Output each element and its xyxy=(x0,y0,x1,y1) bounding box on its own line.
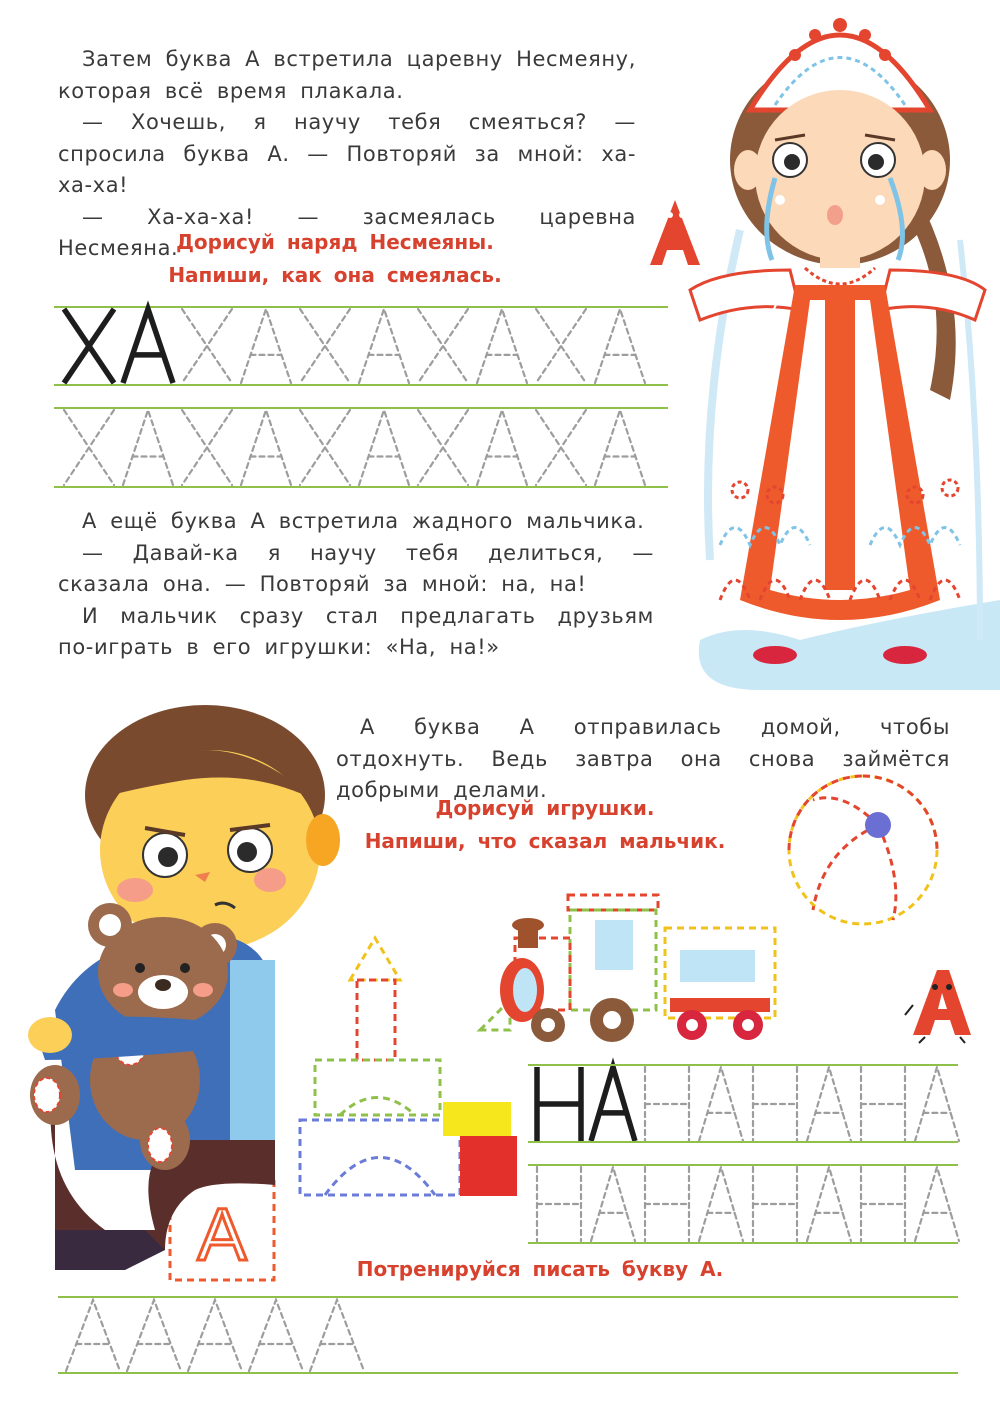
story-line: А ещё буква А встретила жадного мальчика. xyxy=(82,509,645,533)
na-row2-letter[interactable] xyxy=(591,1167,635,1241)
na-row2-letter[interactable] xyxy=(699,1167,743,1241)
xa-row1-letter[interactable] xyxy=(477,309,527,383)
xa-row2-letter[interactable] xyxy=(595,410,645,485)
task-line: Напиши, как она смеялась. xyxy=(168,263,502,287)
task-line: Дорисуй игрушки. xyxy=(435,796,655,820)
na-row1-letter[interactable] xyxy=(699,1067,743,1141)
xa-row1-letter[interactable] xyxy=(536,309,586,383)
na-row2-letter[interactable] xyxy=(753,1167,797,1241)
princess-task xyxy=(140,226,530,292)
na-row2-letter[interactable] xyxy=(807,1167,851,1241)
xa-row1-letter[interactable] xyxy=(300,309,350,383)
a-row-letter[interactable] xyxy=(188,1300,242,1371)
na-row1-letter[interactable] xyxy=(861,1067,905,1141)
na-row2-letter[interactable] xyxy=(861,1167,905,1241)
a-row-letter[interactable] xyxy=(310,1300,364,1371)
task-line: Напиши, что сказал мальчик. xyxy=(364,829,726,853)
boy-story xyxy=(58,506,654,664)
story-line: — Хочешь, я научу тебя смеяться? — спросила буква А. — Повторяй за мной: ха-ха-ха! xyxy=(58,110,636,197)
a-row-letter[interactable] xyxy=(249,1300,303,1371)
xa-row1-letter xyxy=(64,309,114,383)
xa-row1-letter[interactable] xyxy=(595,309,645,383)
na-row2-letter[interactable] xyxy=(645,1167,689,1241)
xa-row1-letter[interactable] xyxy=(182,309,232,383)
a-row-letter[interactable] xyxy=(66,1300,120,1371)
letter-a-character xyxy=(905,965,975,1045)
boy-illustration xyxy=(15,710,345,1280)
xa-row1-letter[interactable] xyxy=(359,309,409,383)
task-line: Дорисуй наряд Несмеяны. xyxy=(176,230,494,254)
toys-task xyxy=(350,792,740,858)
ball-outline xyxy=(783,770,943,930)
na-row2-letter[interactable] xyxy=(915,1167,959,1241)
xa-row2-letter[interactable] xyxy=(418,410,468,485)
xa-row1-letter[interactable] xyxy=(418,309,468,383)
practice-task xyxy=(330,1253,750,1286)
na-row2-letter[interactable] xyxy=(537,1167,581,1241)
xa-row2-letter[interactable] xyxy=(536,410,586,485)
block-letter: А xyxy=(197,1193,247,1276)
xa-row2-letter[interactable] xyxy=(241,410,291,485)
xa-row1-letter[interactable] xyxy=(241,309,291,383)
story-line: — Ха-ха-ха! — засмеялась царевна Несмеяна. xyxy=(58,204,636,260)
story-line: А буква А отправилась домой, чтобы отдохнуть. Ведь завтра она снова займётся добрыми делами. xyxy=(336,715,950,802)
story-line: Затем буква А встретила царевну Несмеяну, которая всё время плакала. xyxy=(58,47,636,103)
na-row1-letter xyxy=(537,1067,581,1141)
a-row-letter[interactable] xyxy=(127,1300,181,1371)
xa-row2-letter[interactable] xyxy=(123,410,173,485)
task-line: Потренируйся писать букву А. xyxy=(356,1257,724,1281)
xa-row2-letter[interactable] xyxy=(477,410,527,485)
na-row1-letter[interactable] xyxy=(915,1067,959,1141)
story-line: И мальчик сразу стал предлагать друзьям по-играть в его игрушки: «На, на!» xyxy=(58,603,654,659)
xa-row2-letter[interactable] xyxy=(182,410,232,485)
na-row1-letter[interactable] xyxy=(753,1067,797,1141)
xa-row2-letter[interactable] xyxy=(64,410,114,485)
xa-row2-letter[interactable] xyxy=(300,410,350,485)
na-row1-letter xyxy=(591,1067,635,1141)
na-row1-letter[interactable] xyxy=(645,1067,689,1141)
xa-row2-letter[interactable] xyxy=(359,410,409,485)
xa-row1-letter xyxy=(123,309,173,383)
princess-illustration xyxy=(680,0,1000,700)
story-line: — Давай-ка я научу тебя делиться, — сказала она. — Повторяй за мной: на, на! xyxy=(58,540,654,596)
na-row1-letter[interactable] xyxy=(807,1067,851,1141)
